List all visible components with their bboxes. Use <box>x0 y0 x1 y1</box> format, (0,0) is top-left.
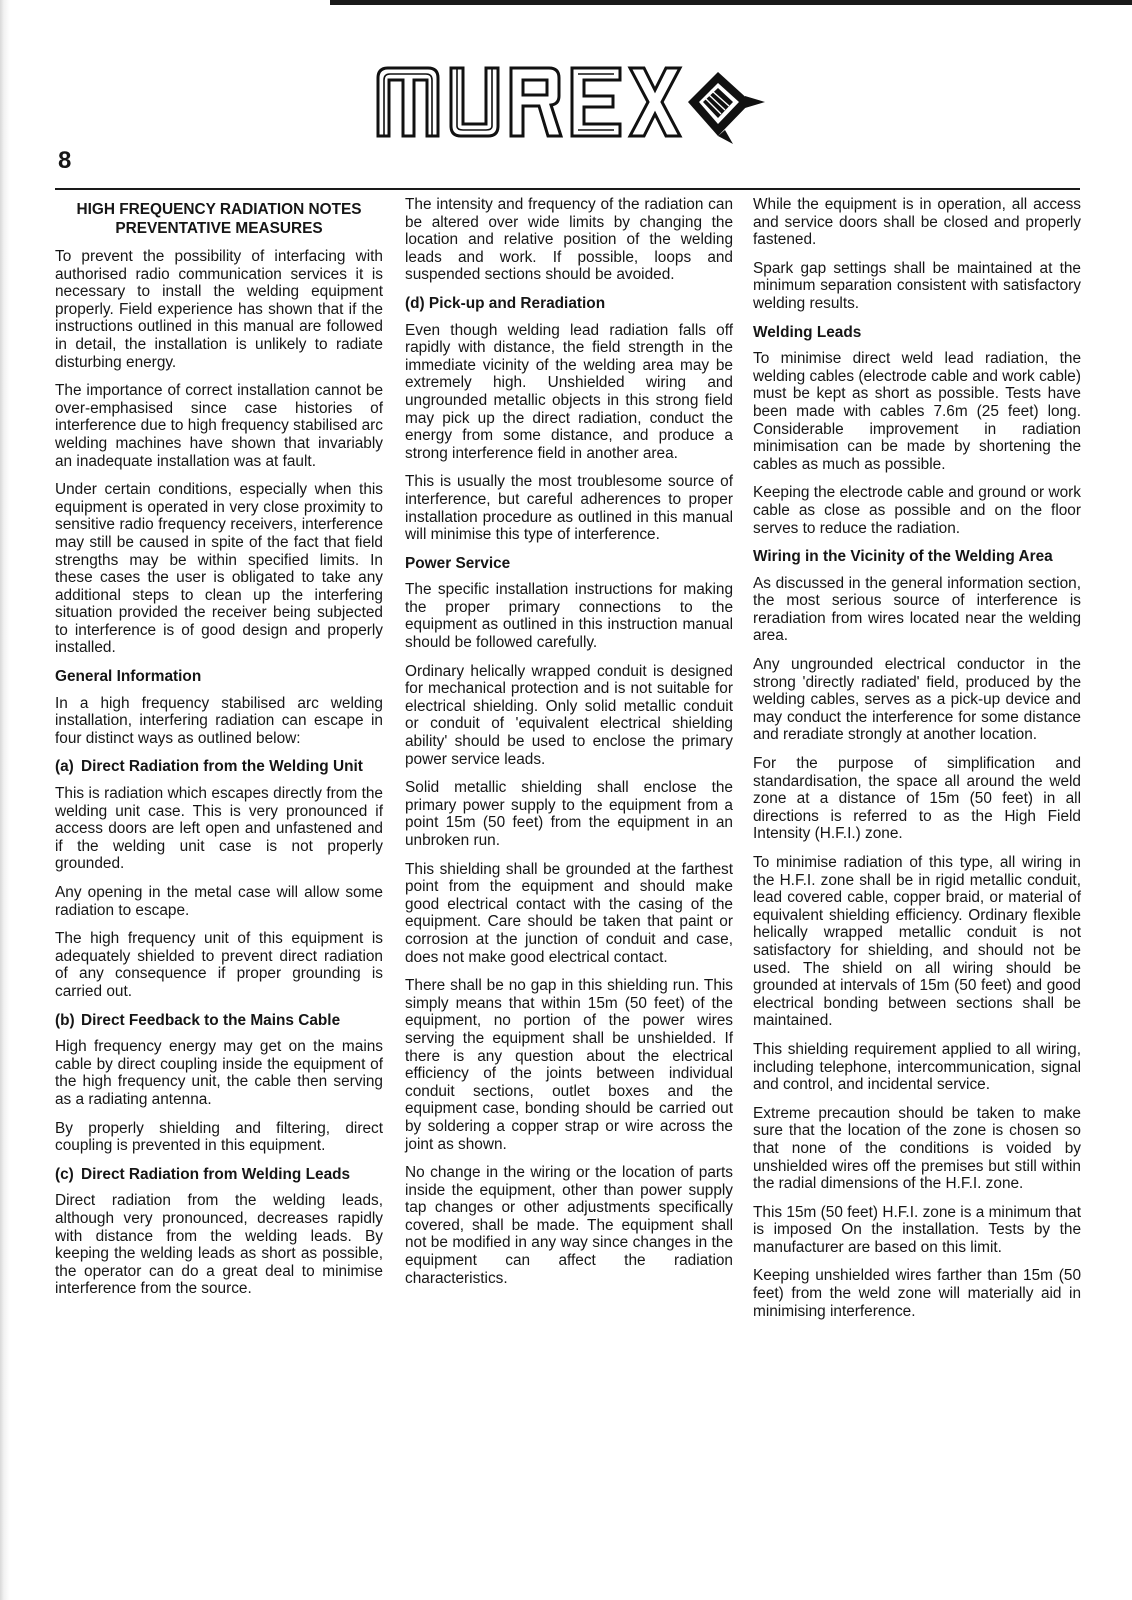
heading-power-service: Power Service <box>405 554 511 572</box>
section-title <box>55 200 383 238</box>
column-1 <box>55 196 383 1309</box>
paragraph: In a high frequency stabilised arc welding installation, interfering radiation can escape in four distinct ways as outlined below: <box>55 694 383 747</box>
paragraph: Direct radiation from the welding leads, although very pronounced, decreases rapidly with distance from the welding leads. By keeping the welding leads as short as possible, the operator can do a great deal to minimise interference from the source. <box>55 1192 383 1298</box>
heading-welding-leads: Welding Leads <box>753 323 862 341</box>
paragraph: As discussed in the general information section, the most serious source of interference is reradiation from wires located near the welding area. <box>753 574 1081 645</box>
paragraph: Under certain conditions, especially when this equipment is operated in very close proximity to sensitive radio frequency receivers, interference may still be caused in spite of the fact that field strengths may be within specified limits. In these cases the user is obligated to take any additional steps to clean up the interfering situation provided the receiver being subjected to interference is of good design and properly installed. <box>55 481 383 657</box>
paragraph: Extreme precaution should be taken to make sure that the location of the zone is chosen so that none of the conditions is voided by unshielded wires off the premises but still within the radial dimensions of the H.F.I. zone. <box>753 1104 1081 1193</box>
heading-pickup-reradiation: (d) Pick-up and Reradiation <box>405 294 606 312</box>
column-3 <box>753 196 1081 1331</box>
paragraph: There shall be no gap in this shielding run. This simply means that within 15m (50 feet) of the equipment, no portion of the power wires serving the equipment shall be unshielded. If there is any question about the electrical efficiency of the joints between individual conduit sections, outlet boxes and the equipment case, bonding should be carried out by soldering a copper strap or wire across the joint as shown. <box>405 977 733 1153</box>
top-border-bar <box>330 0 1132 5</box>
heading-text: Direct Radiation from the Welding Unit <box>81 758 363 776</box>
paragraph: Spark gap settings shall be maintained at the minimum separation consistent with satisfactory welding results. <box>753 259 1081 312</box>
paragraph: The specific installation instructions for making the proper primary connections to the equipment as outlined in this instruction manual should be followed carefully. <box>405 581 733 652</box>
heading-label: (c) <box>55 1165 74 1183</box>
murex-logo <box>373 58 773 148</box>
column-2 <box>405 196 733 1298</box>
paragraph: This is radiation which escapes directly from the welding unit case. This is very pronounced if access doors are left open and unfastened and if the welding unit case is not properly grounded. <box>55 785 383 873</box>
logo-emblem <box>688 72 765 144</box>
paragraph: To prevent the possibility of interfacing with authorised radio communication services it is necessary to install the welding equipment properly. Field experience has shown that if the instructions outlined in this manual are followed in detail, the installation is unlikely to radiate disturbing energy. <box>55 248 383 371</box>
paragraph: By properly shielding and filtering, direct coupling is prevented in this equipment. <box>55 1119 383 1155</box>
page-number: 8 <box>58 147 72 174</box>
paragraph: Any ungrounded electrical conductor in the strong 'directly radiated' field, produced by the welding cables, serves as a pick-up device and may conduct the interference for some distance and reradiate strongly at another location. <box>753 656 1081 744</box>
paragraph: The intensity and frequency of the radiation can be altered over wide limits by changing the location and relative position of the welding leads and work. If possible, loops and suspended sections should be avoided. <box>405 196 733 284</box>
paragraph: Solid metallic shielding shall enclose the primary power supply to the equipment from a point 15m (50 feet) from the equipment in an unbroken run. <box>405 779 733 849</box>
heading-label: (a) <box>55 758 74 776</box>
paragraph: This shielding requirement applied to all wiring, including telephone, intercommunication, signal and control, and incidental service. <box>753 1040 1081 1094</box>
paragraph: The importance of correct installation cannot be over-emphasised since case histories of interference due to high frequency stabilised arc welding machines have shown that invariably an inadequate installation was at fault. <box>55 382 383 470</box>
paragraph: To minimise direct weld lead radiation, the welding cables (electrode cable and work cable) must be kept as short as possible. Tests have been made with cables 7.6m (25 feet) long. Considerable improvement in radiation minimisation can be made by shortening the cables as much as possible. <box>753 350 1081 473</box>
heading-mains-feedback <box>55 1012 383 1030</box>
paragraph: Any opening in the metal case will allow some radiation to escape. <box>55 884 383 919</box>
heading-text: Direct Radiation from Welding Leads <box>81 1165 351 1183</box>
title-line-2: PREVENTATIVE MEASURES <box>115 220 323 237</box>
title-line-1: HIGH FREQUENCY RADIATION NOTES <box>76 201 362 218</box>
paragraph: This is usually the most troublesome source of interference, but careful adherences to proper installation procedure as outlined in this manual will minimise this type of interference. <box>405 473 733 544</box>
heading-text: Direct Feedback to the Mains Cable <box>81 1011 341 1029</box>
paragraph: This 15m (50 feet) H.F.I. zone is a minimum that is imposed On the installation. Tests by the manufacturer are based on this limit. <box>753 1203 1081 1256</box>
paragraph: No change in the wiring or the location of parts inside the equipment, other than power supply tap changes or other adjustments specifically covered, shall be made. The equipment shall not be modified in any way since changes in the equipment can affect the radiation characteristics. <box>405 1164 733 1287</box>
paragraph: This shielding shall be grounded at the farthest point from the equipment and should make good electrical contact with the casing of the equipment. Care should be taken that paint or corrosion at the junction of conduit and case, does not make good electrical contact. <box>405 860 733 966</box>
page-edge-shadow <box>0 0 30 1600</box>
heading-general-information: General Information <box>55 668 202 686</box>
heading-label: (b) <box>55 1011 75 1029</box>
heading-wiring-vicinity: Wiring in the Vicinity of the Welding Area <box>753 548 1053 566</box>
header-rule <box>55 188 1080 190</box>
paragraph: Even though welding lead radiation falls off rapidly with distance, the field strength in the immediate vicinity of the welding area may be extremely high. Unshielded wiring and ungrounded metallic objects in this strong field may pick up the direct radiation, conduct the energy from some distance, and produce a strong interference field in another area. <box>405 321 733 462</box>
paragraph: While the equipment is in operation, all access and service doors shall be closed and properly fastened. <box>753 196 1081 249</box>
paragraph: High frequency energy may get on the mains cable by direct coupling inside the equipment of the high frequency unit, the cable then serving as a radiating antenna. <box>55 1038 383 1108</box>
heading-direct-radiation-unit <box>55 758 383 776</box>
paragraph: For the purpose of simplification and standardisation, the space all around the weld zone at a distance of 15m (50 feet) in all directions is referred to as the High Field Intensity (H.F.I.) zone. <box>753 755 1081 843</box>
paragraph: Keeping unshielded wires farther than 15m (50 feet) from the weld zone will materially aid in minimising interference. <box>753 1267 1081 1320</box>
paragraph: Keeping the electrode cable and ground or work cable as close as possible and on the floor serves to reduce the radiation. <box>753 484 1081 537</box>
paragraph: The high frequency unit of this equipment is adequately shielded to prevent direct radiation of any consequence if proper grounding is carried out. <box>55 930 383 1000</box>
paragraph: Ordinary helically wrapped conduit is designed for mechanical protection and is not suitable for electrical shielding. Only solid metallic conduit or conduit of 'equivalent electrical shielding ability' should be used to enclose the primary power service leads. <box>405 662 733 768</box>
paragraph: To minimise radiation of this type, all wiring in the H.F.I. zone shall be in rigid metallic conduit, lead covered cable, copper braid, or material of equivalent shielding efficiency. Ordinary flexible helically wrapped metallic conduit is not satisfactory for shielding, and should not be used. The shield on all wiring should be grounded at intervals of 15m (50 feet) and good electrical bonding between sections shall be maintained. <box>753 854 1081 1030</box>
heading-welding-leads-radiation <box>55 1166 383 1184</box>
